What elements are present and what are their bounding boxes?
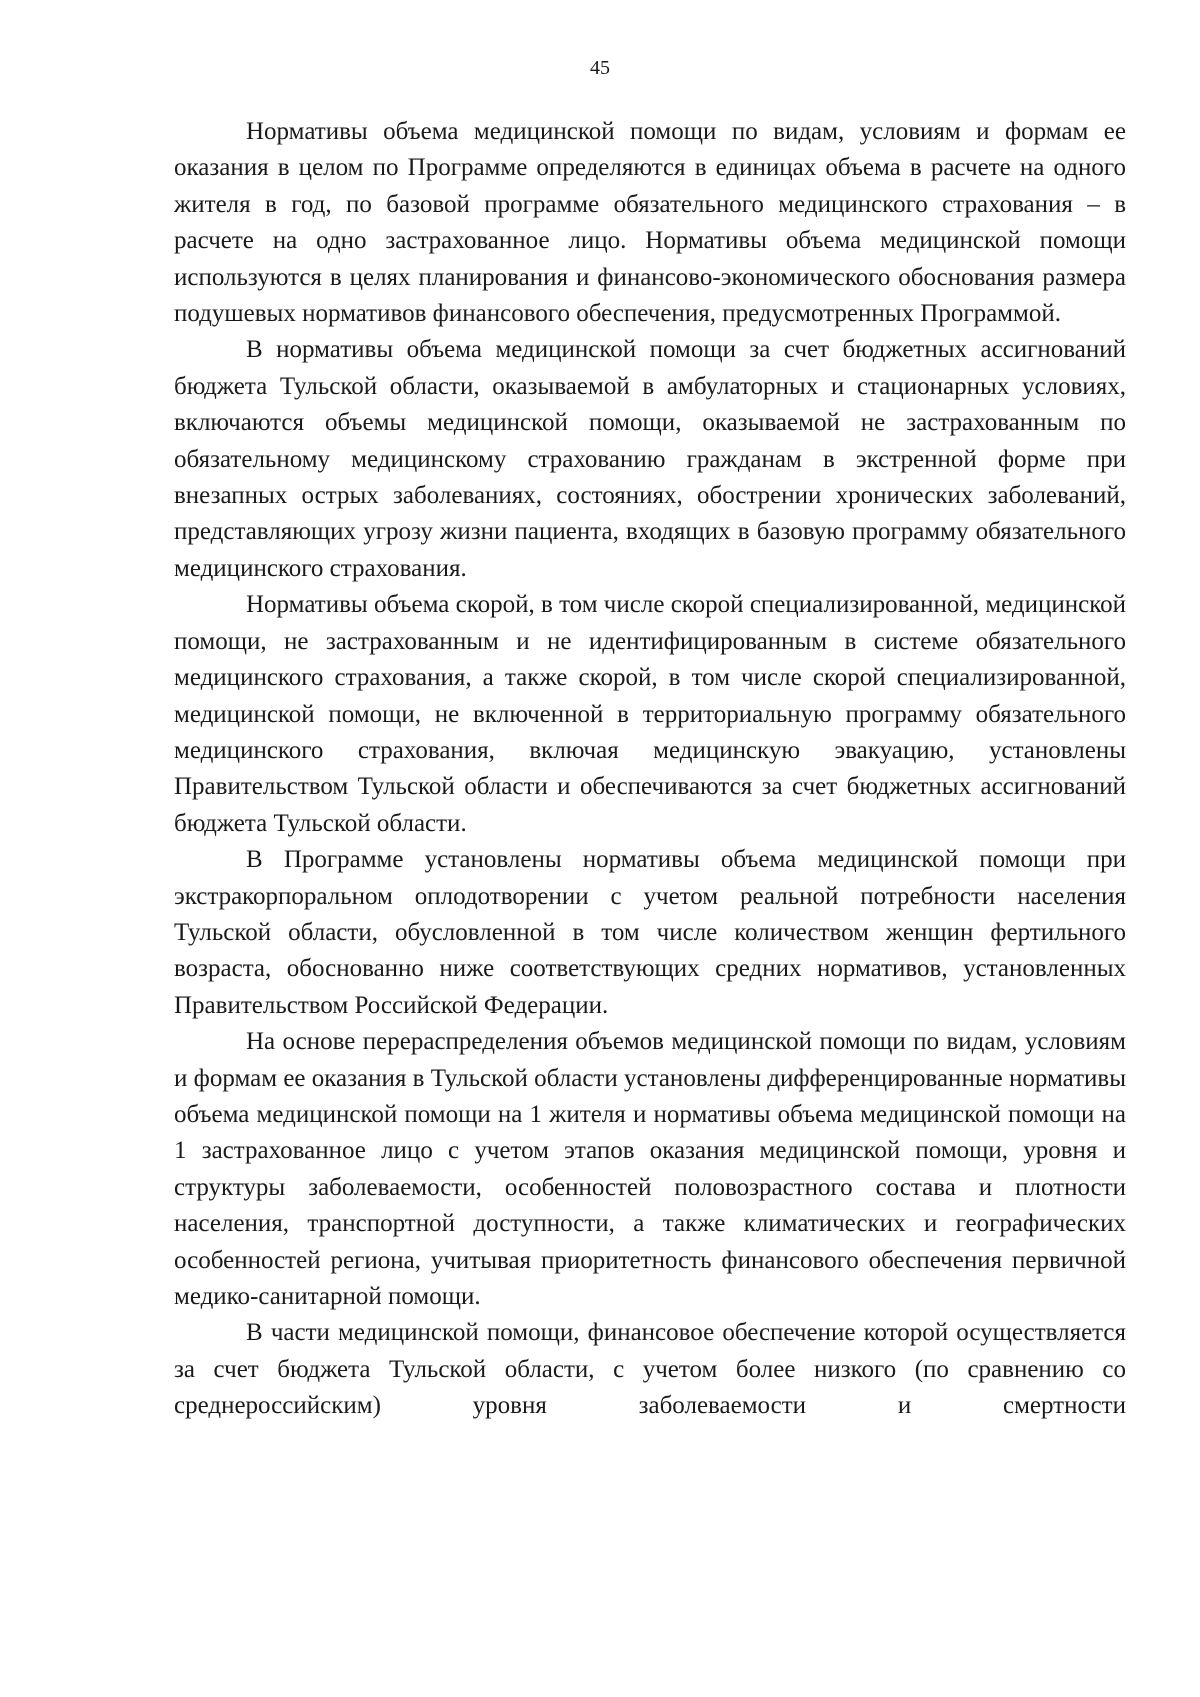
- paragraph-budget-allocations: В нормативы объема медицинской помощи за счет бюджетных ассигнований бюджета Тульской области, оказываемой в амбулаторных и стационарных условиях, включаются объемы медицинской помощи, оказываемой не застрахованным по обязательному медицинскому страхованию гражданам в экстренной форме при внезапных острых заболеваниях, состояниях, обострении хронических заболеваний, представляющих угрозу жизни пациента, входящих в базовую программу обязательного медицинского страхования.: [174, 336, 1126, 582]
- paragraph-regional-budget: В части медицинской помощи, финансовое обеспечение которой осуществляется за счет бюджета Тульской области, с учетом более низкого (по сравнению со среднероссийским) уровня заболеваемости и смертности: [174, 1319, 1126, 1420]
- paragraph-emergency-care: Нормативы объема скорой, в том числе скорой специализированной, медицинской помощи, не застрахованным и не идентифицированным в системе обязательного медицинского страхования, а также скорой, в том числе скорой специализированной, медицинской помощи, не включенной в территориальную программу обязательного медицинского страхования, включая медицинскую эвакуацию, установлены Правительством Тульской области и обеспечиваются за счет бюджетных ассигнований бюджета Тульской области.: [174, 591, 1126, 837]
- paragraph-volume-standards: Нормативы объема медицинской помощи по видам, условиям и формам ее оказания в целом по Программе определяются в единицах объема в расчете на одного жителя в год, по базовой программе обязательного медицинского страхования – в расчете на одно застрахованное лицо. Нормативы объема медицинской помощи используются в целях планирования и финансово-экономического обоснования размера подушевых нормативов финансового обеспечения, предусмотренных Программой.: [174, 118, 1126, 328]
- paragraph-redistribution: На основе перераспределения объемов медицинской помощи по видам, условиям и формам ее оказания в Тульской области установлены дифференцированные нормативы объема медицинской помощи на 1 жителя и нормативы объема медицинской помощи на 1 застрахованное лицо с учетом этапов оказания медицинской помощи, уровня и структуры заболеваемости, особенностей половозрастного состава и плотности населения, транспортной доступности, а также климатических и географических особенностей региона, учитывая приоритетность финансового обеспечения первичной медико-санитарной помощи.: [174, 1028, 1126, 1310]
- page-number: 45: [590, 57, 610, 79]
- document-body: [174, 114, 1126, 1425]
- paragraph-ivf-standards: В Программе установлены нормативы объема медицинской помощи при экстракорпоральном оплодотворении с учетом реальной потребности населения Тульской области, обусловленной в том числе количеством женщин фертильного возраста, обоснованно ниже соответствующих средних нормативов, установленных Правительством Российской Федерации.: [174, 846, 1126, 1019]
